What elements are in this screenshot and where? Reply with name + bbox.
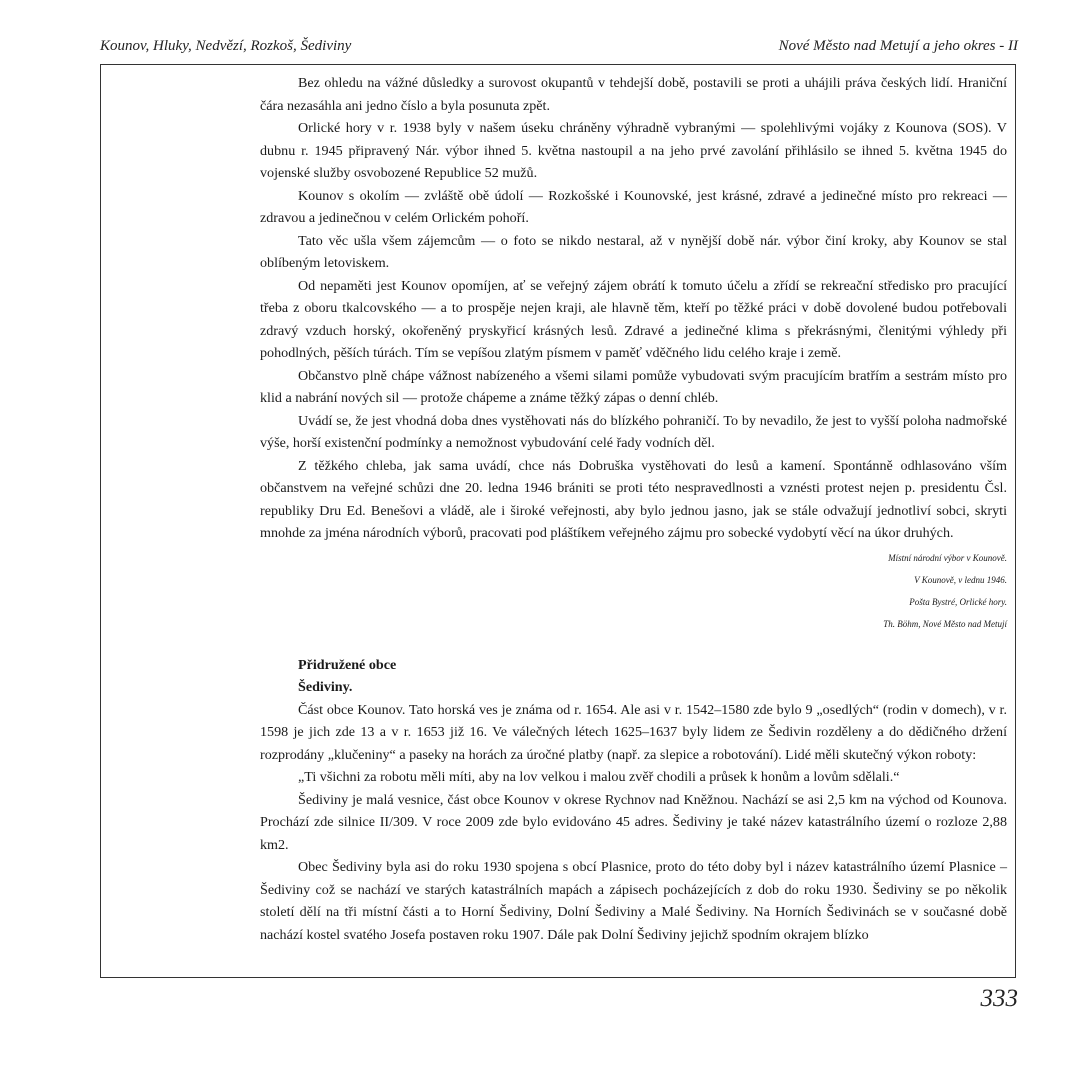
paragraph: Šediviny je malá vesnice, část obce Kounov v okrese Rychnov nad Kněžnou. Nachází se asi 2,5 km na východ od Kounova. Prochází zde silnice II/309. V roce 2009 zde bylo evidováno 45 adres. Šediviny je také název katastrálního území o rozloze 2,88 km2. <box>260 791 1007 853</box>
signature-line: V Kounově, v lednu 1946. <box>914 574 1007 585</box>
signature-line: Pošta Bystré, Orlické hory. <box>909 596 1007 607</box>
signature-block <box>260 547 1007 635</box>
paragraph: Orlické hory v r. 1938 byly v našem úseku chráněny výhradně vybranými — spolehlivými vojáky z Kounova (SOS). V dubnu r. 1945 připravený Nár. výbor ihned 5. května nastoupil a na jeho prvé zavolání přihlásilo se ihned 5. května 1945 do vojenské služby osvobozené Republice 52 mužů. <box>260 120 1007 181</box>
paragraph: Z těžkého chleba, jak sama uvádí, chce nás Dobruška vystěhovati do lesů a kamení. Spontánně odhlasováno vším občanstvem na veřejné schůzi dne 20. ledna 1946 brániti se proti této nespravedlnosti a vznésti protest nejen p. presidentu Čsl. republiky Dru Ed. Benešovi a vládě, ale i široké veřejnosti, aby bylo jednou jasno, jak se stále odvažují jednotliví sobci, skryti mnohde za jména národních výborů, pracovati pod pláštíkem veřejného zájmu pro sobecké vydobytí věcí na úkor druhých. <box>260 457 1007 541</box>
paragraph: Tato věc ušla všem zájemcům — o foto se nikdo nestaral, až v nynější době nár. výbor činí kroky, aby Kounov se stal oblíbeným letoviskem. <box>260 232 1007 271</box>
signature-line: Místní národní výbor v Kounově. <box>888 552 1007 563</box>
header-left: Kounov, Hluky, Nedvězí, Rozkoš, Šediviny <box>100 38 352 54</box>
page-content <box>260 72 1007 946</box>
paragraph: Od nepaměti jest Kounov opomíjen, ať se veřejný zájem obrátí k tomuto účelu a zřídí se rekreační středisko pro pracující třeba z oboru tkalcovského — a to prospěje nejen kraji, ale hlavně těm, kteří po těžké práci v době dovolené budou potřebovali zdravý vzduch horský, okořeněný pryskyřicí krásných lesů. Zdravé a jedinečné klima s překrásnými, členitými výhledy při pohodlných, pěších túrách. Tím se vepíšou zlatým písmem v paměť vděčného lidu celého kraje i země. <box>260 277 1007 361</box>
section-heading: Přidružené obce <box>298 656 397 673</box>
paragraph: Bez ohledu na vážné důsledky a surovost okupantů v tehdejší době, postavili se proti a uhájili práva českých lidí. Hraniční čára nezasáhla ani jedno číslo a byla posunuta zpět. <box>260 75 1007 114</box>
header-right: Nové Město nad Metují a jeho okres - II <box>778 38 1018 54</box>
running-header <box>100 38 1018 58</box>
paragraph: Občanstvo plně chápe vážnost nabízeného a všemi silami pomůže vybudovati svým pracujícím bratřím a sestrám místo pro klid a nabrání nových sil — protože chápeme a známe těžký zápas o denní chléb. <box>260 367 1007 406</box>
quote-paragraph: „Ti všichni za robotu měli míti, aby na lov velkou i malou zvěř chodili a průsek k honům a lovům sdělali.“ <box>298 769 900 785</box>
section-subheading: Šediviny. <box>298 679 353 695</box>
paragraph: Obec Šediviny byla asi do roku 1930 spojena s obcí Plasnice, proto do této doby byl i název katastrálního území Plasnice – Šediviny což se nachází ve starých katastrálních mapách a zápisech pocházejících z dob do roku 1930. Šediviny se po několik století dělí na tři místní části a to Horní Šediviny, Dolní Šediviny a Malé Šediviny. Na Horních Šedivinách se v současné době nachází kostel svatého Josefa postaven roku 1907. Dále pak Dolní Šediviny jejichž spodním okrajem blízko <box>260 859 1007 943</box>
paragraph: Část obce Kounov. Tato horská ves je známa od r. 1654. Ale asi v r. 1542–1580 zde bylo 9 „osedlých“ (rodin v domech), v r. 1598 je jich zde 13 a v r. 1653 již 16. Ve válečných létech 1625–1637 byly lidem ze Šedivin rozděleny a do dědičného držení rozprodány „klučeniny“ a paseky na horách za úročné platby (např. za slepice a robotování). Lidé měli skutečný výkon roboty: <box>260 701 1007 763</box>
page-number: 333 <box>980 985 1018 1012</box>
paragraph: Uvádí se, že jest vhodná doba dnes vystěhovati nás do blízkého pohraničí. To by nevadilo, že jest to vyšší poloha nadmořské výše, horší existenční podmínky a nemožnost vybudování celé řady vodních děl. <box>260 412 1007 451</box>
signature-line: Th. Böhm, Nové Město nad Metují <box>883 618 1007 629</box>
paragraph: Kounov s okolím — zvláště obě údolí — Rozkošské i Kounovské, jest krásné, zdravé a jedinečné místo pro rekreaci — zdravou a jedinečnou v celém Orlickém pohoří. <box>260 187 1007 226</box>
